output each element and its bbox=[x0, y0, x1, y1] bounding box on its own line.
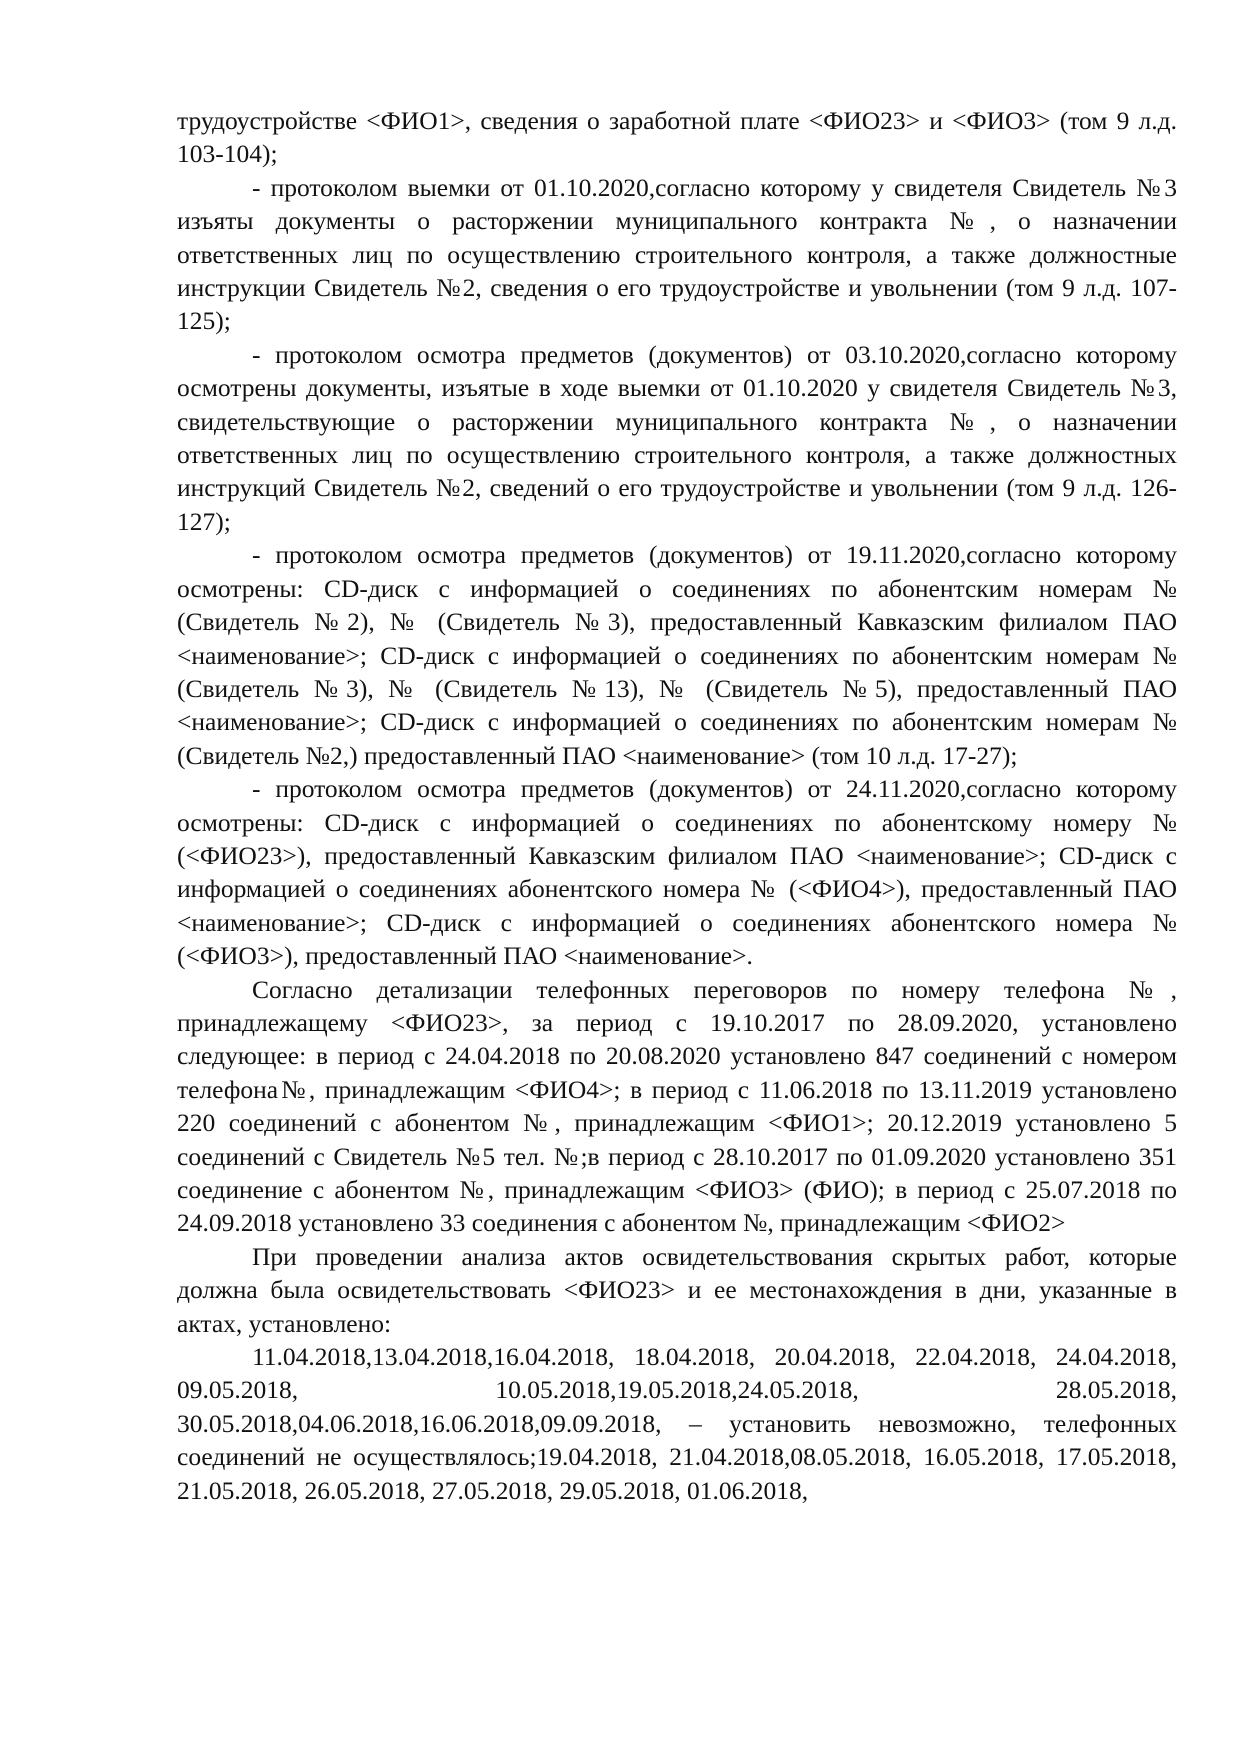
paragraph-8: 11.04.2018,13.04.2018,16.04.2018, 18.04.2018, 20.04.2018, 22.04.2018, 24.04.2018, 09.05.2018, 10.05.2018,19.05.2018,24.05.2018, 28.05.2018, 30.05.2018,04.06.2018,16.06.2018,09.09.2018, – установить невозможно, телефонных соединений не осуществлялось;19.04.2018, 21.04.2018,08.05.2018, 16.05.2018, 17.05.2018, 21.05.2018, 26.05.2018, 27.05.2018, 29.05.2018, 01.06.2018, bbox=[177, 1342, 1177, 1505]
paragraph-7: При проведении анализа актов освидетельствования скрытых работ, которые должна была освидетельствовать <ФИО23> и ее местонахождения в дни, указанные в актах, установлено: bbox=[177, 1241, 1177, 1338]
paragraph-3: - протоколом осмотра предметов (документов) от 03.10.2020,согласно которому осмотрены документы, изъятые в ходе выемки от 01.10.2020 у свидетеля Свидетель №3, свидетельствующие о расторжении муниципального контракта №, о назначении ответственных лиц по осуществлению строительного контроля, а также должностных инструкций Свидетель №2, сведений о его трудоустройстве и увольнении (том 9 л.д. 126-127); bbox=[177, 339, 1177, 536]
paragraph-5: - протоколом осмотра предметов (документов) от 24.11.2020,согласно которому осмотрены: CD-диск с информацией о соединениях по абонентскому номеру № (<ФИО23>), предоставленный Кавказским филиалом ПАО <наименование>; CD-диск с информацией о соединениях абонентского номера № (<ФИО4>), предоставленный ПАО <наименование>; CD-диск с информацией о соединениях абонентского номера № (<ФИО3>), предоставленный ПАО <наименование>. bbox=[177, 774, 1177, 971]
paragraph-2: - протоколом выемки от 01.10.2020,согласно которому у свидетеля Свидетель №3 изъяты документы о расторжении муниципального контракта №, о назначении ответственных лиц по осуществлению строительного контроля, а также должностные инструкции Свидетель №2, сведения о его трудоустройстве и увольнении (том 9 л.д. 107-125); bbox=[177, 172, 1177, 336]
paragraph-6: Согласно детализации телефонных переговоров по номеру телефона №, принадлежащему <ФИО23>, за период с 19.10.2017 по 28.09.2020, установлено следующее: в период с 24.04.2018 по 20.08.2020 установлено 847 соединений с номером телефона№, принадлежащим <ФИО4>; в период с 11.06.2018 по 13.11.2019 установлено 220 соединений с абонентом №, принадлежащим <ФИО1>; 20.12.2019 установлено 5 соединений с Свидетель №5 тел. №;в период с 28.10.2017 по 01.09.2020 установлено 351 соединение с абонентом №, принадлежащим <ФИО3> (ФИО); в период с 25.07.2018 по 24.09.2018 установлено 33 соединения с абонентом №, принадлежащим <ФИО2> bbox=[177, 974, 1177, 1238]
document-page bbox=[177, 104, 1177, 1507]
paragraph-1: трудоустройстве <ФИО1>, сведения о заработной плате <ФИО23> и <ФИО3> (том 9 л.д. 103-104); bbox=[177, 106, 1177, 169]
paragraph-4: - протоколом осмотра предметов (документов) от 19.11.2020,согласно которому осмотрены: CD-диск с информацией о соединениях по абонентским номерам № (Свидетель №2), № (Свидетель №3), предоставленный Кавказским филиалом ПАО <наименование>; CD-диск с информацией о соединениях по абонентским номерам № (Свидетель №3), № (Свидетель №13), № (Свидетель №5), предоставленный ПАО <наименование>; CD-диск с информацией о соединениях по абонентским номерам № (Свидетель №2,) предоставленный ПАО <наименование> (том 10 л.д. 17-27); bbox=[177, 540, 1177, 770]
